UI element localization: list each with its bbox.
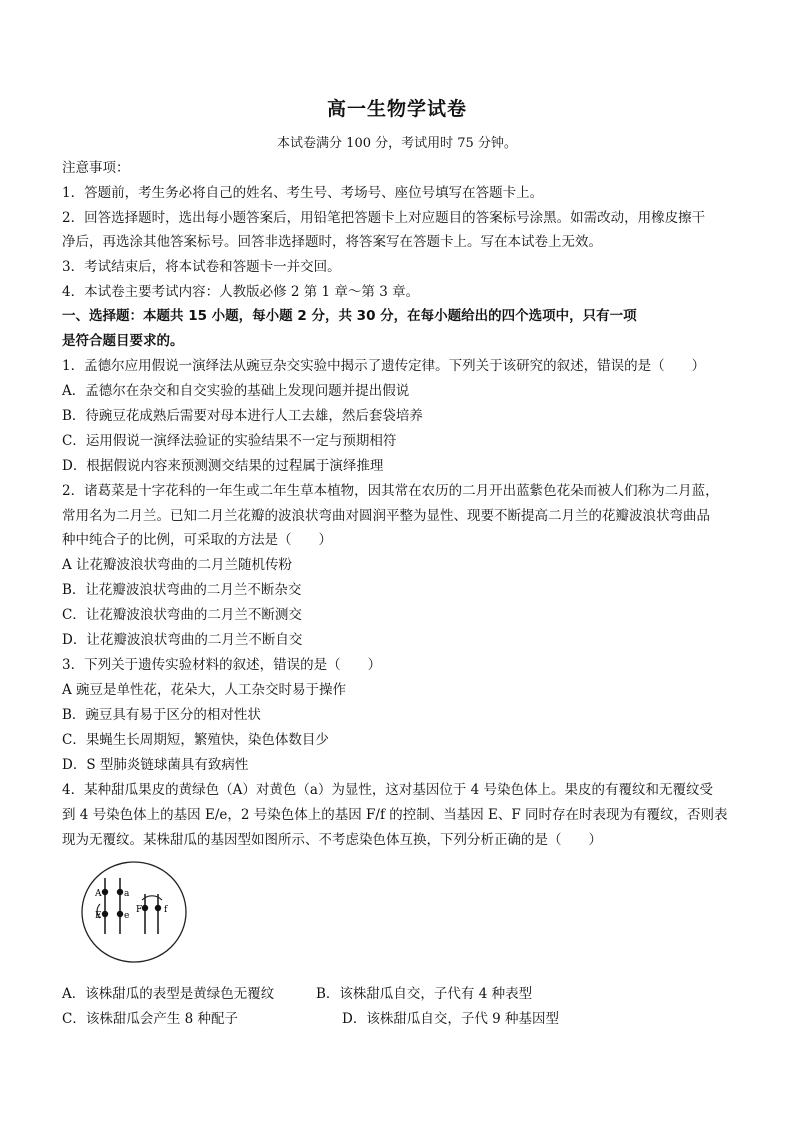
section-heading-line-1: 一、选择题：本题共 15 小题，每小题 2 分，共 30 分，在每小题给出的四个选项中，只有一项 [62, 308, 637, 324]
gene-locus-E [102, 911, 108, 917]
section-heading-line-2: 是符合题目要求的。 [62, 333, 184, 349]
q3-option-b: B．豌豆具有易于区分的相对性状 [62, 707, 261, 723]
q4-option-a: A．该株甜瓜的表型是黄绿色无覆纹 [62, 986, 275, 1002]
notice-heading: 注意事项： [62, 160, 130, 176]
page-title: 高一生物学试卷 [326, 98, 467, 120]
q2-option-c: C．让花瓣波浪状弯曲的二月兰不断测交 [62, 607, 302, 623]
q2-stem-line-1: 2．诸葛菜是十字花科的一年生或二年生草本植物，因其常在农历的二月开出蓝紫色花朵而被人们称为二月蓝， [62, 483, 719, 499]
q1-option-d: D．根据假说内容来预测测交结果的过程属于演绎推理 [62, 458, 384, 474]
label-f: f [164, 905, 168, 915]
label-a: a [124, 889, 130, 899]
q3-option-c: C．果蝇生长周期短，繁殖快，染色体数目少 [62, 732, 329, 748]
label-E: E [95, 911, 102, 921]
q3-option-a: A 豌豆是单性花，花朵大，人工杂交时易于操作 [62, 682, 347, 698]
notice-item-2-line-2: 净后，再选涂其他答案标号。回答非选择题时，将答案写在答题卡上。写在本试卷上无效。 [62, 234, 602, 250]
q1-option-a: A．孟德尔在杂交和自交实验的基础上发现问题并提出假说 [62, 383, 410, 399]
exam-info: 本试卷满分 100 分，考试用时 75 分钟。 [277, 136, 517, 151]
q1-stem: 1．孟德尔应用假说一演绎法从豌豆杂交实验中揭示了遗传定律。下列关于该研究的叙述，错误的是（ ） [62, 358, 706, 374]
q2-option-a: A 让花瓣波浪状弯曲的二月兰随机传粉 [62, 557, 293, 573]
label-F: F [136, 905, 143, 915]
q1-option-c: C．运用假说一演绎法验证的实验结果不一定与预期相符 [62, 433, 397, 449]
q4-stem-line-3: 现为无覆纹。某株甜瓜的基因型如图所示、不考虑染色体互换，下列分析正确的是（ ） [62, 832, 602, 848]
notice-item-3: 3．考试结束后，将本试卷和答题卡一并交回。 [62, 259, 341, 275]
notice-item-1: 1．答题前，考生务必将自己的姓名、考生号、考场号、座位号填写在答题卡上。 [62, 185, 544, 201]
notice-item-2-line-1: 2．回答选择题时，选出每小题答案后，用铅笔把答题卡上对应题目的答案标号涂黑。如需改动，用橡皮擦干 [62, 210, 706, 226]
label-A: A [95, 889, 102, 899]
gene-locus-a [117, 889, 123, 895]
q4-stem-line-1: 4．某种甜瓜果皮的黄绿色（A）对黄色（a）为显性，这对基因位于 4 号染色体上。果皮的有覆纹和无覆纹受 [62, 782, 714, 798]
q2-stem-line-3: 种中纯合子的比例，可采取的方法是（ ） [62, 532, 332, 548]
gene-locus-A [102, 889, 108, 895]
q3-option-d: D．S 型肺炎链球菌具有致病性 [62, 757, 249, 773]
q4-option-c: C．该株甜瓜会产生 8 种配子 [62, 1011, 239, 1027]
q3-stem: 3．下列关于遗传实验材料的叙述，错误的是（ ） [62, 657, 382, 673]
q4-option-d: D．该株甜瓜自交，子代 9 种基因型 [342, 1011, 559, 1027]
q4-stem-line-2: 到 4 号染色体上的基因 E/e，2 号染色体上的基因 F/f 的控制、当基因 E、F 同时存在时表现为有覆纹，否则表 [62, 807, 728, 823]
notice-item-4: 4．本试卷主要考试内容：人教版必修 2 第 1 章～第 3 章。 [62, 284, 420, 300]
gene-locus-F [142, 905, 148, 911]
q1-option-b: B．待豌豆花成熟后需要对母本进行人工去雄，然后套袋培养 [62, 408, 423, 424]
label-e: e [124, 911, 130, 921]
q2-stem-line-2: 常用名为二月兰。已知二月兰花瓣的波浪状弯曲对圆润平整为显性、现要不断提高二月兰的花瓣波浪状弯曲品 [62, 508, 710, 524]
q4-option-b: B．该株甜瓜自交，子代有 4 种表型 [316, 986, 533, 1002]
gene-locus-e [117, 911, 123, 917]
cell-chromosome-figure [78, 856, 190, 966]
gene-locus-f [155, 905, 161, 911]
q2-option-b: B．让花瓣波浪状弯曲的二月兰不断杂交 [62, 582, 302, 598]
q2-option-d: D．让花瓣波浪状弯曲的二月兰不断自交 [62, 632, 303, 648]
